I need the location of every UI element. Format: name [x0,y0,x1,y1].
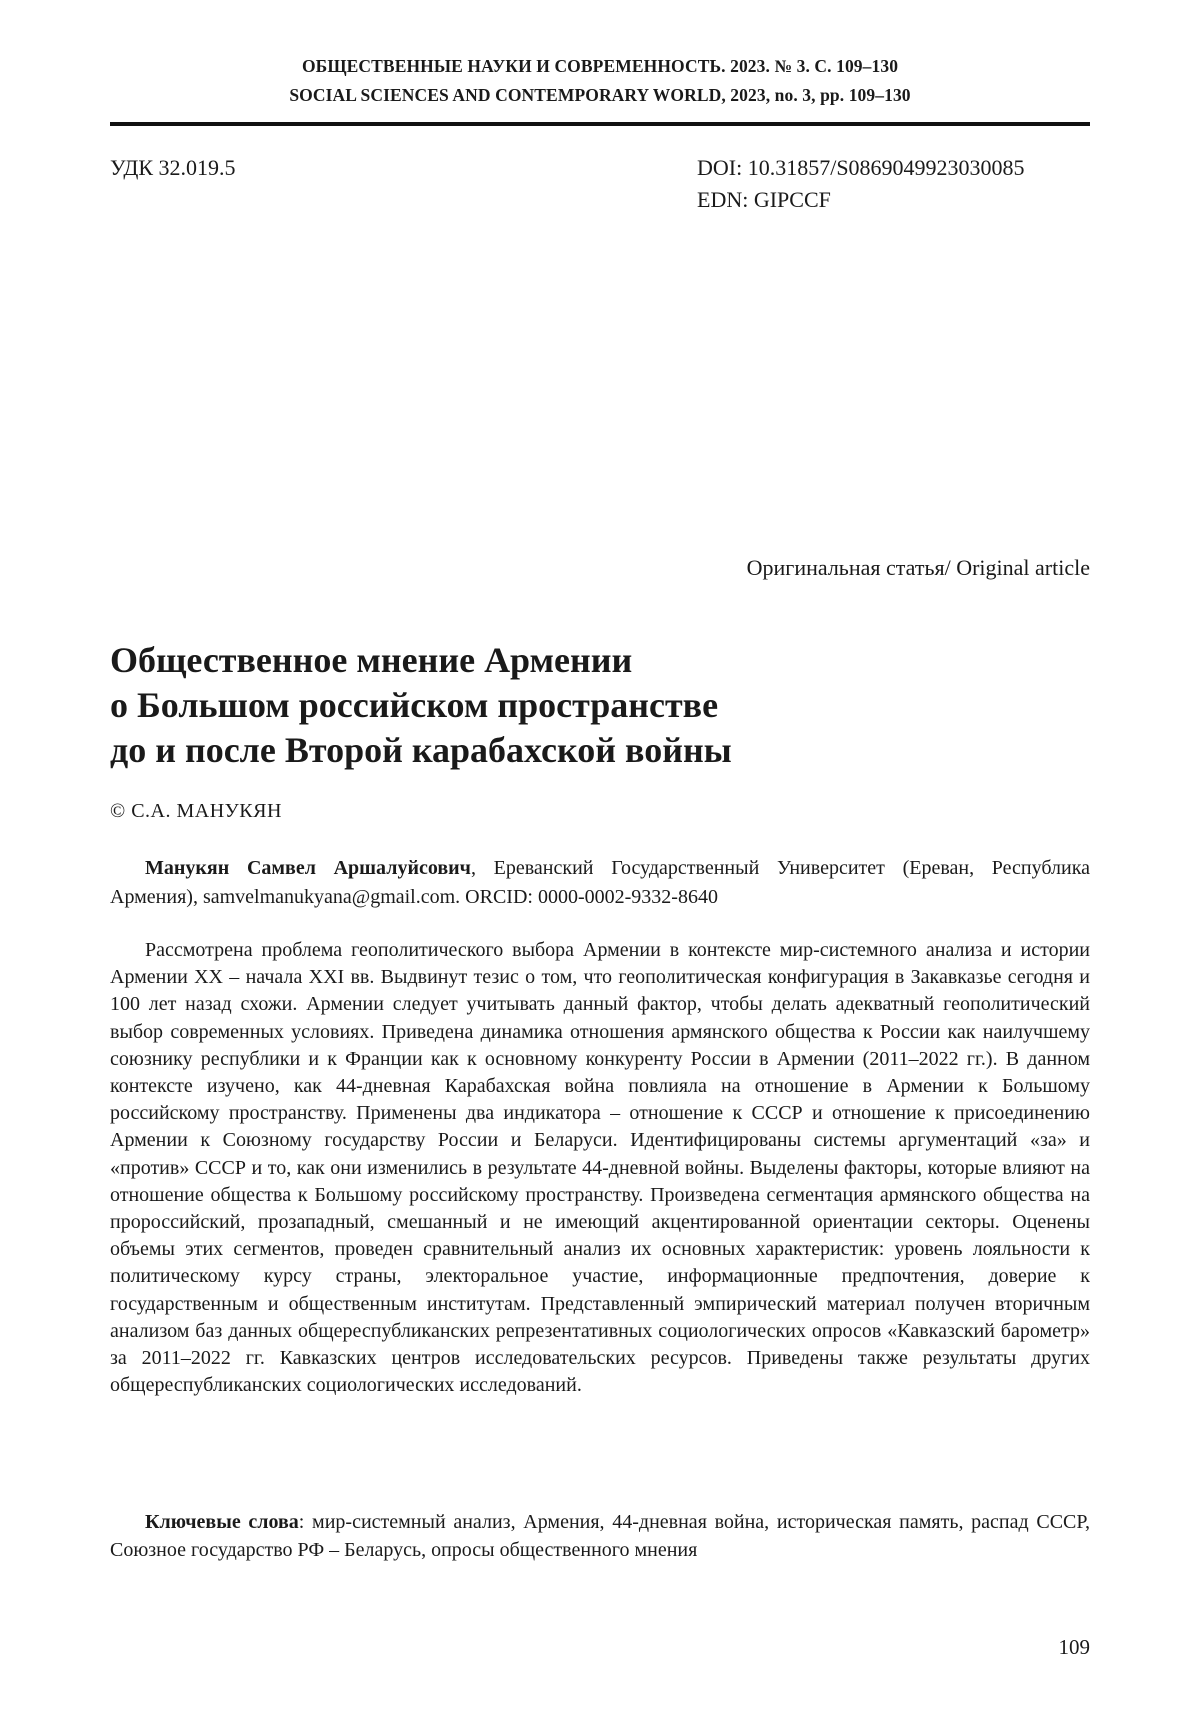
author-info [110,854,1090,912]
title-line-2: о Большом российском пространстве [110,685,719,725]
abstract: Рассмотрена проблема геополитического выбора Армении в контексте мир-системного анализа и истории Армении XX – начала XXI вв. Выдвинут тезис о том, что геополитическая конфигурация в Закавказье сегодня и 100 лет назад схожи. Армении следует учитывать данный фактор, чтобы делать адекватный геополитический выбор современных условиях. Приведена динамика отношения армянского общества к России как наилучшему союзнику республики и к Франции как к основному конкуренту России в Армении (2011–2022 гг.). В данном контексте изучено, как 44-дневная Карабахская война повлияла на отношение в Армении к Большому российскому пространству. Применены два индикатора – отношение к СССР и отношение к присоединению Армении к Союзному государству России и Беларуси. Идентифицированы системы аргументаций «за» и «против» СССР и то, как они изменились в результате 44-дневной войны. Выделены факторы, которые влияют на отношение общества к Большому российскому пространству. Произведена сегментация армянского общества на пророссийский, прозападный, смешанный и не имеющий акцентированной ориентации секторы. Оценены объемы этих сегментов, проведен сравнительный анализ их основных характеристик: уровень лояльности к политическому курсу страны, электоральное участие, информационные предпочтения, доверие к государственным и общественным институтам. Представленный эмпирический материал получен вторичным анализом баз данных общереспубликанских репрезентативных социологических опросов «Кавказский барометр» за 2011–2022 гг. Кавказских центров исследовательских ресурсов. Приведены также результаты других общереспубликанских социологических исследований. [110,939,1090,1397]
keywords [110,1508,1090,1564]
author-name: Манукян Самвел Аршалуйсович [145,857,471,879]
article-type: Оригинальная статья/ Original article [746,555,1090,580]
page-number: 109 [1058,1635,1090,1659]
article-title [110,638,1090,773]
header-divider [110,122,1090,126]
author-affiliation: , Ереванский Государственный Университет (Ереван, Республика Армения), samvelmanukyana@gmail.com. ORCID: 0000-0002-9332-8640 [110,857,1090,908]
running-head-ru: ОБЩЕСТВЕННЫЕ НАУКИ И СОВРЕМЕННОСТЬ. 2023. № 3. С. 109–130 [301,56,899,76]
article-identifiers [697,152,1025,216]
keywords-label: Ключевые слова [145,1511,299,1533]
running-head-en: SOCIAL SCIENCES AND CONTEMPORARY WORLD, 2023, no. 3, pp. 109–130 [289,85,911,105]
udc-code: УДК 32.019.5 [110,155,236,180]
title-line-3: до и после Второй карабахской войны [110,730,732,770]
keywords-text: : мир-системный анализ, Армения, 44-дневная война, историческая память, распад СССР, Союзное государство РФ – Беларусь, опросы общественного мнения [110,1511,1090,1561]
copyright-author: © С.А. МАНУКЯН [110,800,282,822]
running-head [110,52,1090,110]
article-page [110,0,1090,1710]
doi: DOI: 10.31857/S0869049923030085 [697,155,1025,180]
title-line-1: Общественное мнение Армении [110,640,633,680]
edn: EDN: GIPCCF [697,187,831,212]
